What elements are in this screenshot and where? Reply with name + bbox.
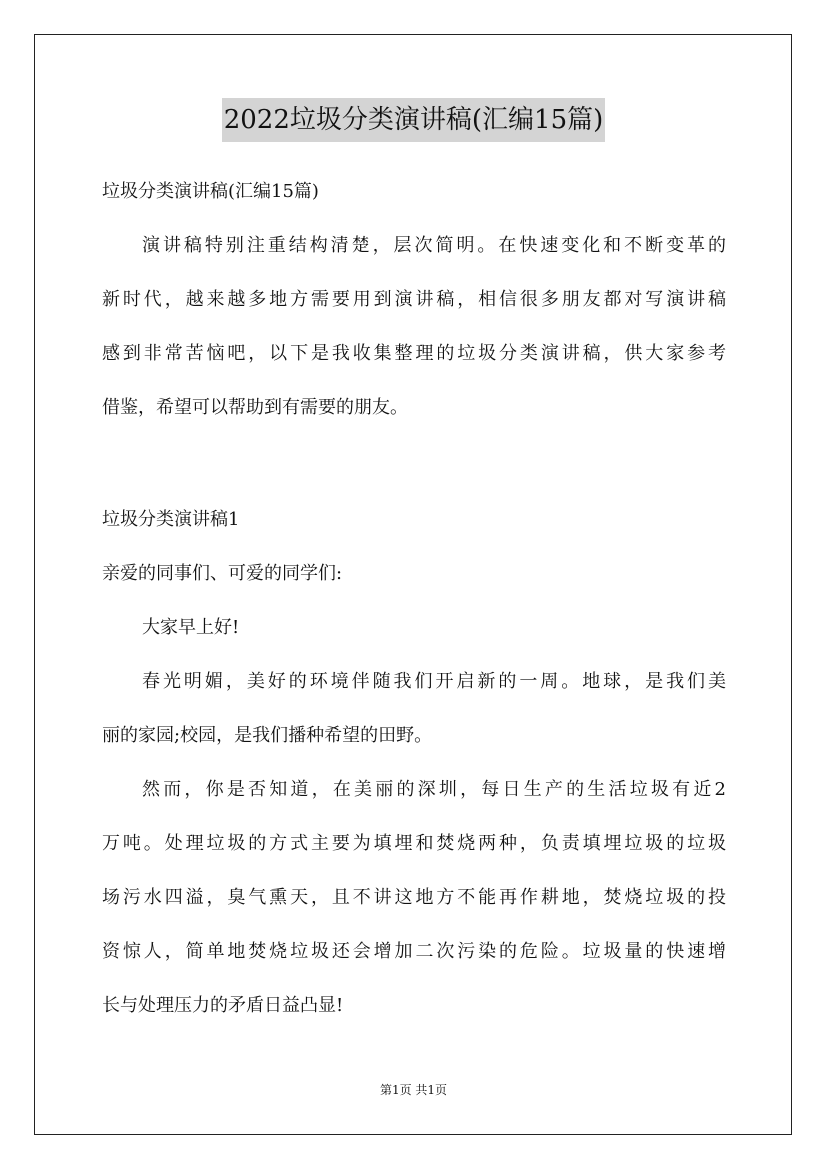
document-title: 2022垃圾分类演讲稿(汇编15篇)	[222, 98, 606, 142]
paragraph-line: 长与处理压力的矛盾日益凸显!	[102, 995, 344, 1016]
paragraph-line: 场污水四溢，臭气熏天，且不讲这地方不能再作耕地，焚烧垃圾的投	[102, 887, 726, 908]
intro-line: 新时代，越来越多地方需要用到演讲稿，相信很多朋友都对写演讲稿	[102, 289, 726, 310]
paragraph-line: 万吨。处理垃圾的方式主要为填埋和焚烧两种，负责填埋垃圾的垃圾	[102, 833, 726, 854]
salutation: 亲爱的同事们、可爱的同学们:	[102, 563, 343, 584]
intro-line: 借鉴，希望可以帮助到有需要的朋友。	[102, 397, 408, 418]
intro-line: 演讲稿特别注重结构清楚，层次简明。在快速变化和不断变革的	[142, 235, 726, 256]
paragraph-line: 丽的家园;校园，是我们播种希望的田野。	[102, 725, 433, 746]
paragraph-line: 春光明媚，美好的环境伴随我们开启新的一周。地球，是我们美	[142, 671, 726, 692]
page-number-footer: 第1页 共1页	[379, 1083, 448, 1097]
section-heading: 垃圾分类演讲稿1	[102, 509, 240, 530]
intro-line: 感到非常苦恼吧，以下是我收集整理的垃圾分类演讲稿，供大家参考	[102, 343, 726, 364]
document-title-container	[0, 98, 827, 142]
paragraph-line: 资惊人，简单地焚烧垃圾还会增加二次污染的危险。垃圾量的快速增	[102, 941, 726, 962]
paragraph-line: 然而，你是否知道，在美丽的深圳，每日生产的生活垃圾有近2	[142, 779, 726, 800]
document-subtitle: 垃圾分类演讲稿(汇编15篇)	[102, 181, 319, 202]
greeting: 大家早上好!	[142, 617, 240, 638]
